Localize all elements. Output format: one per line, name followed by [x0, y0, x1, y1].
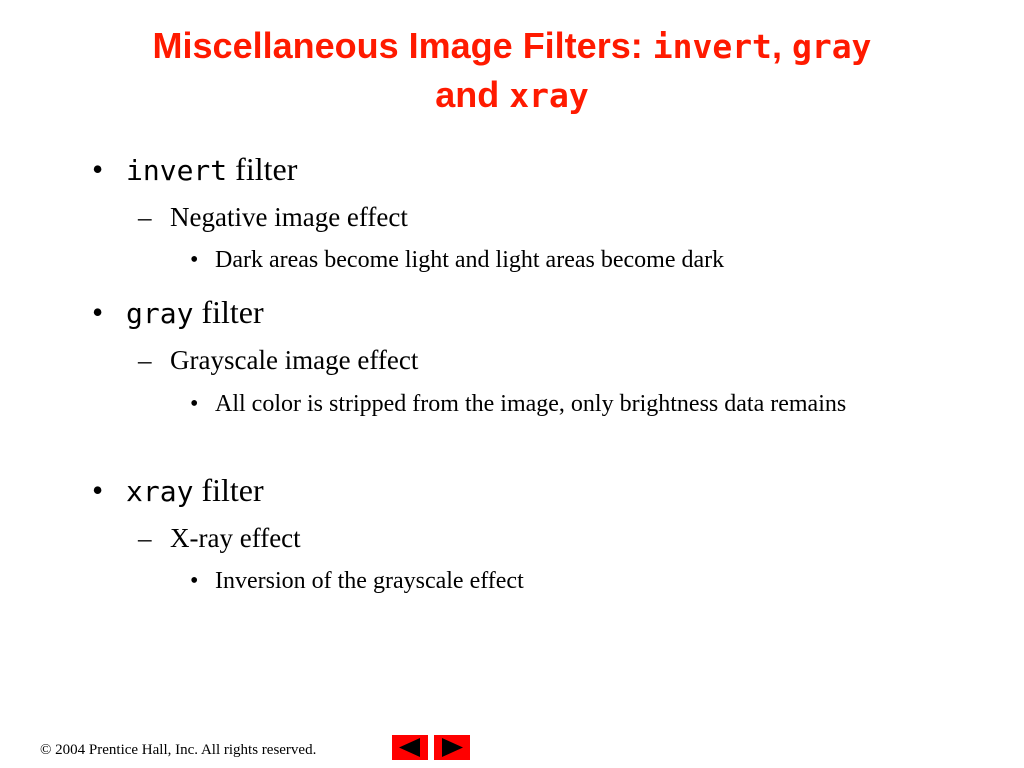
- sub-item-invert: [138, 201, 408, 233]
- left-triangle-icon: [392, 735, 428, 760]
- copyright-text: 2004 Prentice Hall, Inc. All rights reserved.: [51, 742, 317, 758]
- dash-glyph: –: [138, 202, 152, 232]
- sub-item-xray: [138, 522, 301, 554]
- sub-item-gray: [138, 344, 418, 376]
- bullet-glyph: •: [92, 472, 104, 508]
- bullet-suffix: filter: [193, 472, 264, 508]
- bullet-item-invert: [92, 150, 297, 190]
- title-code-invert: invert: [652, 27, 772, 66]
- bullet-glyph: •: [92, 294, 104, 330]
- detail-item-gray: [190, 388, 910, 421]
- dash-glyph: –: [138, 345, 152, 375]
- detail-bullet-glyph: •: [190, 247, 199, 273]
- right-triangle-icon: [434, 735, 470, 760]
- sub-item-text: X-ray effect: [170, 523, 301, 553]
- detail-item-text: All color is stripped from the image, only brightness data remains: [215, 391, 847, 417]
- bullet-item-xray: [92, 471, 264, 511]
- bullet-code: invert: [126, 154, 228, 187]
- detail-bullet-glyph: •: [190, 391, 199, 417]
- detail-item-invert: [190, 244, 910, 277]
- sub-item-text: Grayscale image effect: [170, 345, 419, 375]
- detail-item-xray: [190, 565, 910, 598]
- sub-item-text: Negative image effect: [170, 202, 408, 232]
- dash-glyph: –: [138, 523, 152, 553]
- copyright-symbol: ©: [40, 742, 52, 758]
- title-line2-prefix: and: [435, 74, 510, 115]
- bullet-suffix: filter: [193, 294, 264, 330]
- bullet-item-gray: [92, 293, 264, 333]
- title-code-gray: gray: [791, 27, 872, 66]
- detail-item-text: Inversion of the grayscale effect: [215, 568, 524, 594]
- detail-bullet-glyph: •: [190, 568, 199, 594]
- bullet-suffix: filter: [227, 151, 298, 187]
- title-code-xray: xray: [509, 76, 589, 115]
- copyright-footer: [40, 742, 316, 759]
- previous-slide-button[interactable]: [392, 735, 428, 760]
- title-prefix: Miscellaneous Image Filters:: [152, 25, 653, 66]
- title-separator: ,: [771, 25, 792, 66]
- detail-item-text: Dark areas become light and light areas become dark: [215, 247, 725, 273]
- next-slide-button[interactable]: [434, 735, 470, 760]
- bullet-glyph: •: [92, 151, 104, 187]
- bullet-code: gray: [126, 297, 194, 330]
- bullet-code: xray: [126, 475, 194, 508]
